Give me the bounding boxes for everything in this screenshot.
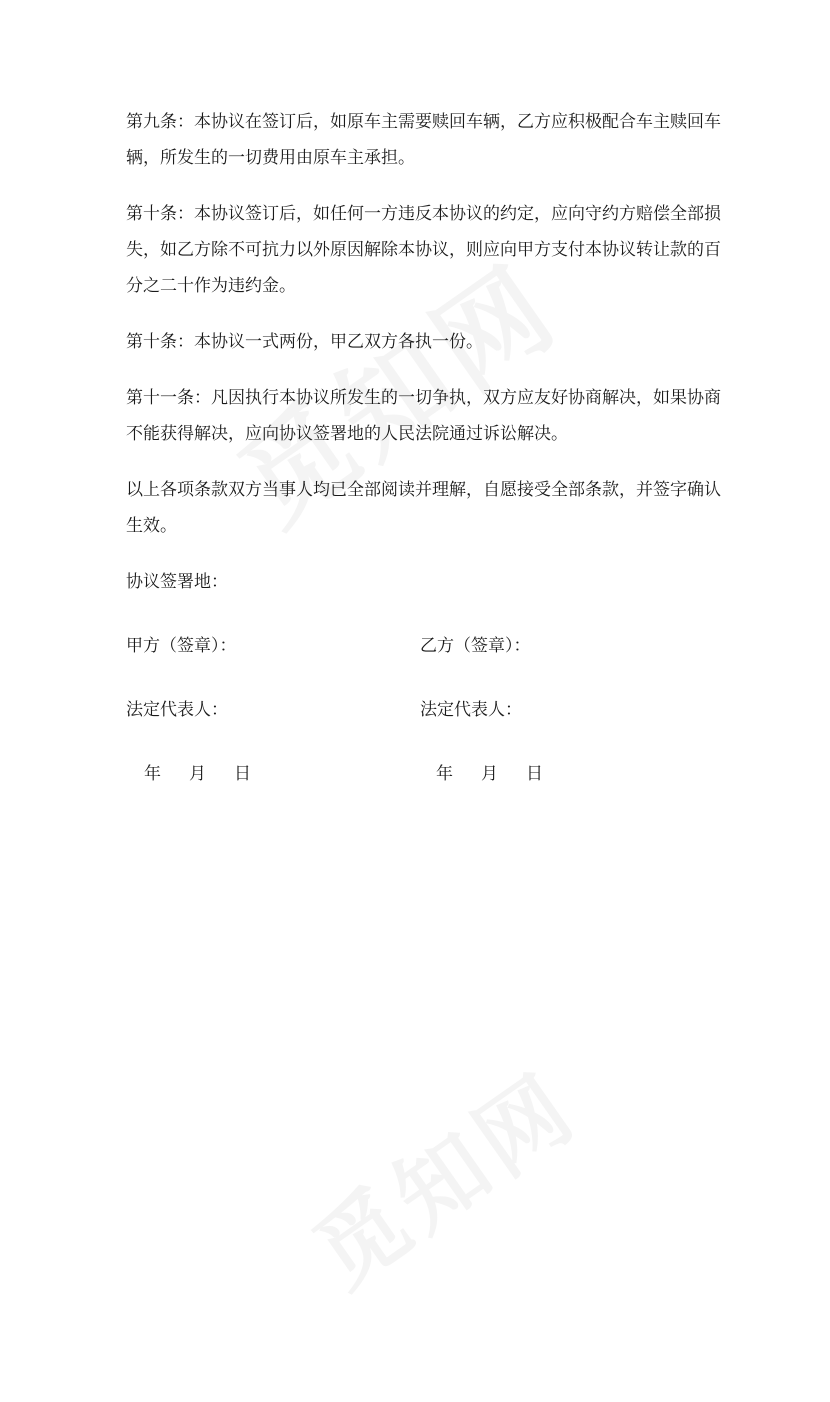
signing-place-row (126, 564, 716, 600)
date-b-month: 月 (481, 764, 498, 784)
date-a-month: 月 (189, 764, 206, 784)
party-row (126, 628, 716, 664)
date-b-day: 日 (526, 764, 543, 784)
article-11 (126, 380, 721, 452)
article-11-line-2: 不能获得解决，应向协议签署地的人民法院通过诉讼解决。 (126, 424, 568, 444)
rep-b-label: 法定代表人： (420, 700, 522, 720)
article-9-line-2: 辆，所发生的一切费用由原车主承担。 (126, 148, 415, 168)
article-9-line-1: 第九条：本协议在签订后，如原车主需要赎回车辆，乙方应积极配合车主赎回车 (126, 112, 721, 132)
date-b (436, 756, 571, 792)
closing-line-2: 生效。 (126, 516, 177, 536)
article-10 (126, 196, 721, 304)
date-a (144, 756, 279, 792)
article-10-line-3: 分之二十作为违约金。 (126, 276, 296, 296)
rep-a-label: 法定代表人： (126, 700, 228, 720)
date-a-day: 日 (234, 764, 251, 784)
watermark-bottom (284, 998, 717, 1401)
document-body (126, 104, 721, 820)
representative-row (126, 692, 716, 728)
party-b-label: 乙方（签章）： (420, 636, 531, 656)
signature-block (126, 564, 716, 792)
date-b-year: 年 (436, 764, 453, 784)
closing-line-1: 以上各项条款双方当事人均已全部阅读并理解，自愿接受全部条款，并签字确认 (126, 480, 721, 500)
date-row (126, 756, 716, 792)
party-a-label: 甲方（签章）： (126, 636, 237, 656)
article-10b (126, 324, 716, 360)
date-a-year: 年 (144, 764, 161, 784)
signing-place-label: 协议签署地： (126, 572, 228, 592)
closing-statement (126, 472, 721, 544)
article-11-line-1: 第十一条：凡因执行本协议所发生的一切争执，双方应友好协商解决，如果协商 (126, 388, 721, 408)
article-9 (126, 104, 721, 176)
article-10b-line-1: 第十条：本协议一式两份，甲乙双方各执一份。 (126, 332, 483, 352)
article-10-line-2: 失，如乙方除不可抗力以外原因解除本协议，则应向甲方支付本协议转让款的百 (126, 240, 721, 260)
article-10-line-1: 第十条：本协议签订后，如任何一方违反本协议的约定，应向守约方赔偿全部损 (126, 204, 721, 224)
